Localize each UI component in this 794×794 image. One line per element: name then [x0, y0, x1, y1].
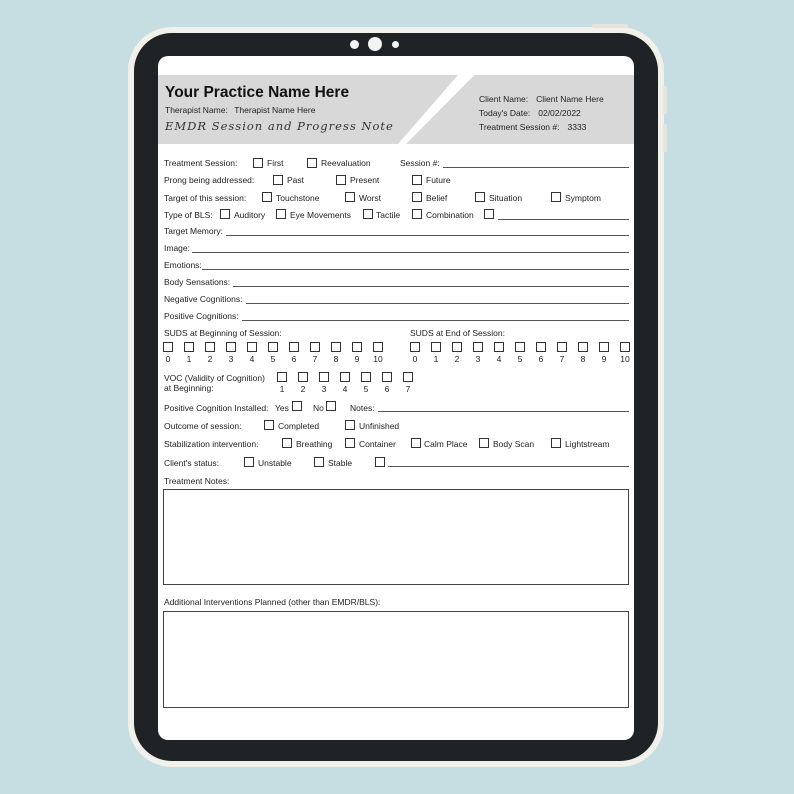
suds-begin-checkbox[interactable] [205, 342, 215, 352]
situation-label: Situation [489, 193, 523, 203]
unfinished-label: Unfinished [359, 421, 400, 431]
treatment-session-number [479, 122, 586, 132]
breathing-label: Breathing [296, 439, 333, 449]
container-label: Container [359, 439, 396, 449]
first-label: First [267, 158, 284, 168]
checkbox-other-bls[interactable] [484, 209, 494, 219]
body-sensations-field[interactable] [233, 286, 629, 287]
voc-number: 7 [405, 384, 411, 394]
side-button [663, 86, 667, 114]
checkbox-worst[interactable] [345, 192, 355, 202]
voc-label-line2: at Beginning: [164, 383, 214, 393]
body-scan-label: Body Scan [493, 439, 535, 449]
suds-begin-checkbox[interactable] [310, 342, 320, 352]
positive-cognitions-field[interactable] [242, 320, 629, 321]
voc-number: 5 [363, 384, 369, 394]
suds-end-checkbox[interactable] [578, 342, 588, 352]
body-sensations-label: Body Sensations: [164, 277, 231, 287]
negative-cognitions-field[interactable] [246, 303, 629, 304]
suds-end-number: 7 [559, 354, 565, 364]
checkbox-stable[interactable] [314, 457, 324, 467]
checkbox-eye-movements[interactable] [276, 209, 286, 219]
suds-end-number: 3 [475, 354, 481, 364]
suds-end-checkbox[interactable] [620, 342, 630, 352]
therapist-label: Therapist Name: [165, 105, 228, 115]
suds-begin-checkbox[interactable] [331, 342, 341, 352]
suds-end-checkbox[interactable] [452, 342, 462, 352]
form-title: EMDR Session and Progress Note [165, 119, 394, 133]
camera-dot-icon [350, 40, 359, 49]
checkbox-lightstream[interactable] [551, 438, 561, 448]
lightstream-label: Lightstream [565, 439, 610, 449]
image-field[interactable] [192, 252, 629, 253]
voc-checkbox[interactable] [277, 372, 287, 382]
emotions-field[interactable] [202, 269, 629, 270]
therapist-name [165, 105, 315, 115]
completed-label: Completed [278, 421, 320, 431]
future-label: Future [426, 175, 451, 185]
checkbox-unfinished[interactable] [345, 420, 355, 430]
side-button [663, 124, 667, 152]
suds-end-checkbox[interactable] [410, 342, 420, 352]
checkbox-combination[interactable] [412, 209, 422, 219]
target-memory-field[interactable] [226, 235, 629, 236]
suds-end-label: SUDS at End of Session: [410, 328, 505, 338]
other-bls-field[interactable] [498, 219, 629, 220]
date-value: 02/02/2022 [538, 108, 581, 118]
positive-cognitions-label: Positive Cognitions: [164, 311, 239, 321]
treatment-label: Treatment Session #: [479, 122, 560, 132]
bls-label: Type of BLS: [164, 210, 213, 220]
treatment-notes-label: Treatment Notes: [164, 476, 230, 486]
suds-begin-checkbox[interactable] [226, 342, 236, 352]
checkbox-breathing[interactable] [282, 438, 292, 448]
suds-begin-number: 6 [291, 354, 297, 364]
top-button [592, 24, 628, 28]
checkbox-touchstone[interactable] [262, 192, 272, 202]
todays-date [479, 108, 581, 118]
checkbox-reevaluation[interactable] [307, 158, 317, 168]
calm-place-label: Calm Place [424, 439, 468, 449]
outcome-label: Outcome of session: [164, 421, 242, 431]
suds-end-number: 1 [433, 354, 439, 364]
treatment-value: 3333 [567, 122, 587, 132]
voc-number: 1 [279, 384, 285, 394]
session-number-label: Session #: [400, 158, 440, 168]
suds-begin-checkbox[interactable] [184, 342, 194, 352]
voc-checkbox[interactable] [361, 372, 371, 382]
suds-begin-number: 3 [228, 354, 234, 364]
suds-begin-checkbox[interactable] [289, 342, 299, 352]
suds-end-checkbox[interactable] [431, 342, 441, 352]
other-status-field[interactable] [388, 466, 629, 467]
suds-end-checkbox[interactable] [599, 342, 609, 352]
voc-number: 6 [384, 384, 390, 394]
checkbox-first[interactable] [253, 158, 263, 168]
treatment-session-label: Treatment Session: [164, 158, 238, 168]
suds-end-checkbox[interactable] [557, 342, 567, 352]
checkbox-situation[interactable] [475, 192, 485, 202]
checkbox-auditory[interactable] [220, 209, 230, 219]
client-label: Client Name: [479, 94, 529, 104]
suds-end-number: 4 [496, 354, 502, 364]
checkbox-unstable[interactable] [244, 457, 254, 467]
checkbox-completed[interactable] [264, 420, 274, 430]
checkbox-yes[interactable] [292, 401, 302, 411]
suds-begin-checkbox[interactable] [268, 342, 278, 352]
voc-checkbox[interactable] [382, 372, 392, 382]
tactile-label: Tactile [376, 210, 401, 220]
suds-end-checkbox[interactable] [515, 342, 525, 352]
suds-begin-number: 2 [207, 354, 213, 364]
checkbox-tactile[interactable] [363, 209, 373, 219]
target-label: Target of this session: [164, 193, 247, 203]
unstable-label: Unstable [258, 458, 292, 468]
touchstone-label: Touchstone [276, 193, 320, 203]
target-memory-label: Target Memory: [164, 226, 224, 236]
suds-begin-checkbox[interactable] [163, 342, 173, 352]
additional-interventions-box[interactable] [163, 611, 629, 708]
suds-begin-number: 5 [270, 354, 276, 364]
voc-number: 3 [321, 384, 327, 394]
session-number-field[interactable] [443, 167, 629, 168]
stabilization-label: Stabilization intervention: [164, 439, 259, 449]
suds-end-number: 6 [538, 354, 544, 364]
suds-end-number: 8 [580, 354, 586, 364]
suds-begin-number: 8 [333, 354, 339, 364]
practice-name: Your Practice Name Here [165, 84, 350, 101]
voc-number: 2 [300, 384, 306, 394]
checkbox-present[interactable] [336, 175, 346, 185]
sensor-dot-icon [392, 41, 399, 48]
image-label: Image: [164, 243, 190, 253]
suds-begin-number: 0 [165, 354, 171, 364]
auditory-label: Auditory [234, 210, 266, 220]
suds-end-checkbox[interactable] [494, 342, 504, 352]
suds-begin-number: 4 [249, 354, 255, 364]
symptom-label: Symptom [565, 193, 601, 203]
suds-begin-checkbox[interactable] [247, 342, 257, 352]
date-label: Today's Date: [479, 108, 531, 118]
form-header [158, 75, 634, 144]
emotions-label: Emotions: [164, 260, 202, 270]
suds-end-checkbox[interactable] [536, 342, 546, 352]
prong-label: Prong being addressed: [164, 175, 255, 185]
suds-begin-number: 1 [186, 354, 192, 364]
voc-checkbox[interactable] [340, 372, 350, 382]
voc-number: 4 [342, 384, 348, 394]
suds-end-number: 5 [517, 354, 523, 364]
client-name [479, 94, 604, 104]
negative-cognitions-label: Negative Cognitions: [164, 294, 243, 304]
suds-end-number: 10 [620, 354, 630, 364]
worst-label: Worst [359, 193, 382, 203]
suds-begin-number: 9 [354, 354, 360, 364]
voc-checkbox[interactable] [403, 372, 413, 382]
form-page [158, 56, 634, 740]
past-label: Past [287, 175, 305, 185]
voc-checkbox[interactable] [319, 372, 329, 382]
suds-begin-label: SUDS at Beginning of Session: [164, 328, 282, 338]
additional-interventions-label: Additional Interventions Planned (other than EMDR/BLS): [164, 597, 381, 607]
checkbox-belief[interactable] [412, 192, 422, 202]
suds-end-number: 0 [412, 354, 418, 364]
suds-begin-number: 7 [312, 354, 318, 364]
suds-end-number: 2 [454, 354, 460, 364]
client-value: Client Name Here [536, 94, 604, 104]
suds-end-checkbox[interactable] [473, 342, 483, 352]
checkbox-other-status[interactable] [375, 457, 385, 467]
checkbox-future[interactable] [412, 175, 422, 185]
therapist-value: Therapist Name Here [234, 105, 316, 115]
checkbox-symptom[interactable] [551, 192, 561, 202]
eye-movements-label: Eye Movements [290, 210, 351, 220]
combination-label: Combination [426, 210, 474, 220]
suds-end-number: 9 [601, 354, 607, 364]
stable-label: Stable [328, 458, 353, 468]
voc-label-line1: VOC (Validity of Cognition) [164, 373, 265, 383]
reevaluation-label: Reevaluation [321, 158, 371, 168]
checkbox-container[interactable] [345, 438, 355, 448]
status-label: Client's status: [164, 458, 220, 468]
belief-label: Belief [426, 193, 448, 203]
checkbox-no[interactable] [326, 401, 336, 411]
checkbox-past[interactable] [273, 175, 283, 185]
no-label: No [313, 403, 324, 413]
notes-label: Notes: [350, 403, 375, 413]
camera-lens-icon [368, 37, 382, 51]
checkbox-body-scan[interactable] [479, 438, 489, 448]
suds-begin-checkbox[interactable] [352, 342, 362, 352]
treatment-notes-box[interactable] [163, 489, 629, 585]
yes-label: Yes [275, 403, 289, 413]
notes-field[interactable] [378, 411, 629, 412]
present-label: Present [350, 175, 380, 185]
checkbox-calm-place[interactable] [411, 438, 421, 448]
suds-begin-checkbox[interactable] [373, 342, 383, 352]
voc-checkbox[interactable] [298, 372, 308, 382]
suds-begin-number: 10 [373, 354, 383, 364]
installed-label: Positive Cognition Installed: [164, 403, 269, 413]
